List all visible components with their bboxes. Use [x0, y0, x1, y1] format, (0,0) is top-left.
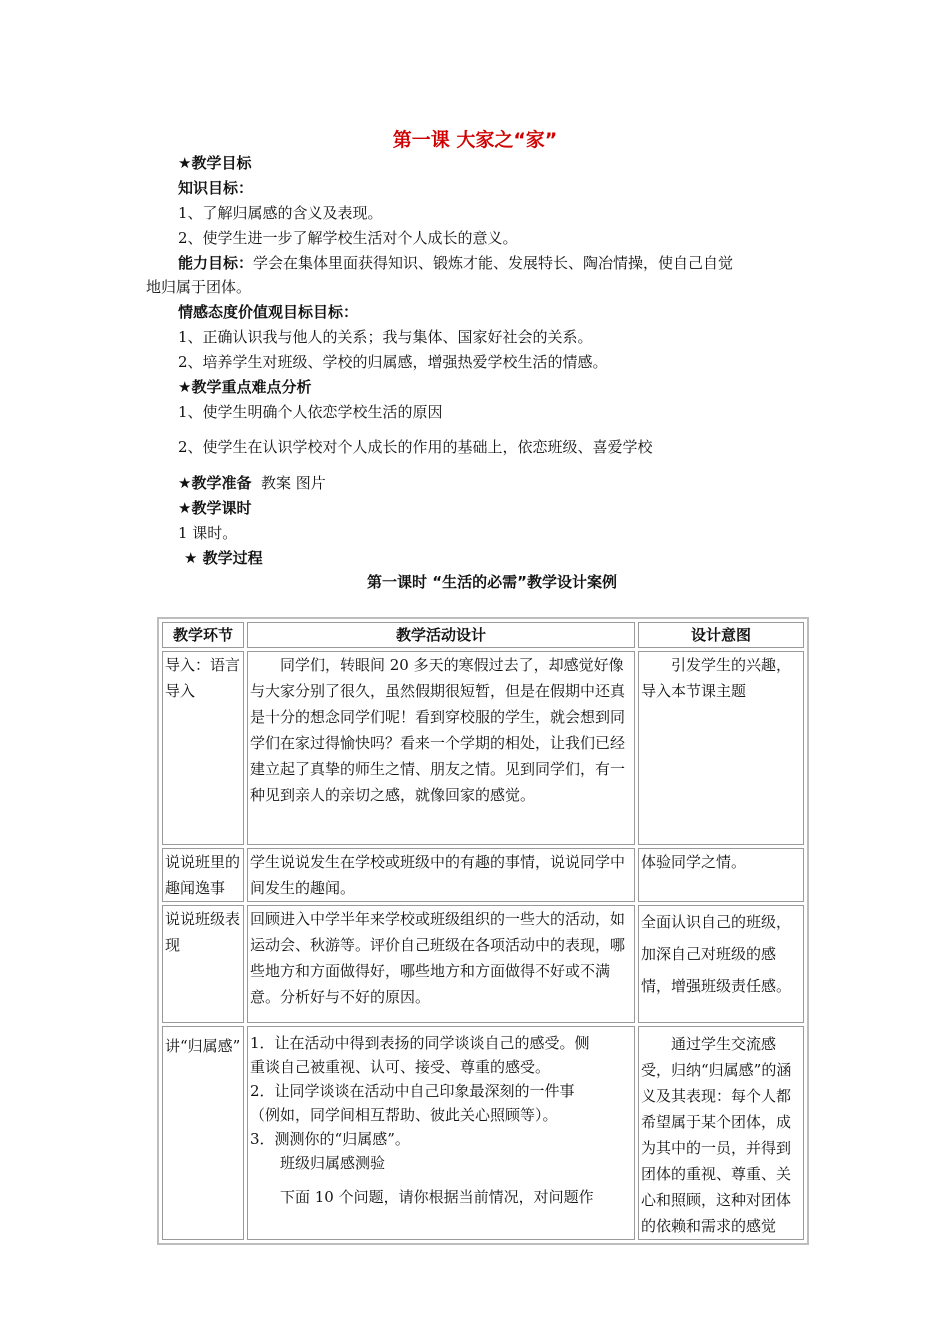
quiz-text: 下面 10 个问题，请你根据当前情况，对问题作: [280, 1188, 594, 1206]
stage-cell: 讲“归属感”: [162, 1026, 244, 1240]
key-heading: ★教学重点难点分析: [178, 378, 312, 396]
hours-heading: ★教学课时: [178, 499, 252, 517]
activity-line: 1．让在活动中得到表扬的同学谈谈自己的感受。侧: [250, 1034, 590, 1052]
intent-cell: 引发学生的兴趣，导入本节课主题: [638, 651, 804, 845]
activity-line: 重谈自己被重视、认可、接受、尊重的感受。: [250, 1058, 551, 1076]
intent-line: 加深自己对班级的感: [641, 945, 777, 963]
activity-line: 2．让同学谈谈在活动中自己印象最深刻的一件事: [250, 1082, 575, 1100]
lesson-plan-table: [157, 617, 809, 1245]
column-header: 教学活动设计: [247, 622, 635, 648]
emotion-heading: 情感态度价值观目标目标：: [178, 303, 359, 321]
activity-line: 3．测测你的“归属感”。: [250, 1130, 410, 1148]
prep-label: ★教学准备: [178, 474, 252, 492]
ability-label: 能力目标：: [178, 254, 254, 272]
table-row: [162, 1026, 804, 1240]
activity-cell: [247, 1026, 635, 1240]
activity-cell: 回顾进入中学半年来学校或班级组织的一些大的活动，如运动会、秋游等。评价自己班级在各项活动中的表现，哪些地方和方面做得好，哪些地方和方面做得不好或不满意。分析好与不好的原因。: [247, 905, 635, 1023]
prep-text: 教案 图片: [261, 474, 326, 492]
intent-cell: 通过学生交流感受，归纳“归属感”的涵义及其表现：每个人都希望属于某个团体，成为其中的一员，并得到团体的重视、尊重、关心和照顾，这种对团体的依赖和需求的感觉: [638, 1026, 804, 1240]
stage-cell: 说说班级表现: [162, 905, 244, 1023]
hours-text: 1 课时。: [178, 524, 238, 542]
process-heading: ★ 教学过程: [184, 549, 263, 567]
table-header-row: [162, 622, 804, 648]
intent-cell: [638, 905, 804, 1023]
knowledge-heading: 知识目标：: [178, 179, 254, 197]
knowledge-item: 2、使学生进一步了解学校生活对个人成长的意义。: [178, 229, 518, 247]
page-title: 第一课 大家之“家”: [392, 129, 558, 151]
table-row: [162, 848, 804, 902]
key-item: 2、使学生在认识学校对个人成长的作用的基础上，依恋班级、喜爱学校: [178, 438, 653, 456]
emotion-item: 2、培养学生对班级、学校的归属感，增强热爱学校生活的情感。: [178, 353, 608, 371]
intent-line: 全面认识自己的班级，: [641, 913, 792, 931]
prep-line: [178, 473, 326, 493]
activity-line: （例如，同学间相互帮助、彼此关心照顾等）。: [250, 1106, 558, 1124]
column-header: 教学环节: [162, 622, 244, 648]
goals-heading: ★教学目标: [178, 154, 252, 172]
activity-cell: 学生说说发生在学校或班级中的有趣的事情，说说同学中间发生的趣闻。: [247, 848, 635, 902]
table-row: [162, 905, 804, 1023]
table-row: [162, 651, 804, 845]
key-item: 1、使学生明确个人依恋学校生活的原因: [178, 403, 443, 421]
lesson-subtitle: 第一课时 “生活的必需”教学设计案例: [367, 573, 617, 591]
intent-line: 情，增强班级责任感。: [641, 977, 792, 995]
quiz-title: 班级归属感测验: [280, 1154, 386, 1172]
knowledge-item: 1、了解归属感的含义及表现。: [178, 204, 383, 222]
ability-text: 学会在集体里面获得知识、锻炼才能、发展特长、陶冶情操，使自己自觉: [253, 254, 734, 272]
activity-cell: 同学们，转眼间 20 多天的寒假过去了，却感觉好像与大家分别了很久，虽然假期很短暂，但是在假期中还真是十分的想念同学们呢！看到穿校服的学生，就会想到同学们在家过得愉快吗？看来一个学期的相处，让我们已经建立起了真挚的师生之情、朋友之情。见到同学们，有一种见到亲人的亲切之感，就像回家的感觉。: [247, 651, 635, 845]
ability-text-cont: 地归属于团体。: [146, 278, 252, 296]
ability-paragraph: [178, 253, 733, 273]
column-header: 设计意图: [638, 622, 804, 648]
stage-cell: 导入：语言导入: [162, 651, 244, 845]
emotion-item: 1、正确认识我与他人的关系；我与集体、国家好社会的关系。: [178, 328, 593, 346]
intent-cell: 体验同学之情。: [638, 848, 804, 902]
stage-cell: 说说班里的趣闻逸事: [162, 848, 244, 902]
